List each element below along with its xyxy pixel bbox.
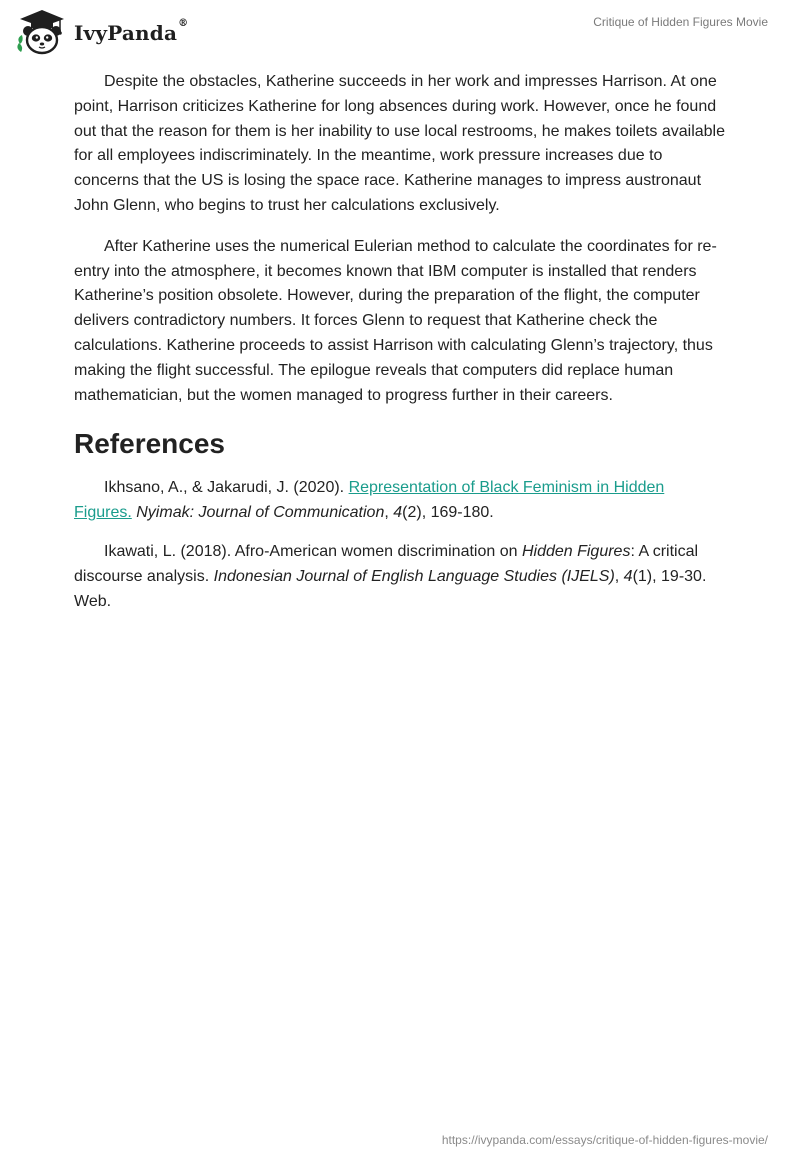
reference-journal: Nyimak: Journal of Communication <box>136 504 385 522</box>
reference-separator: , <box>614 567 624 585</box>
registered-mark: ® <box>178 18 189 29</box>
body-paragraph: Despite the obstacles, Katherine succeeds in her work and impresses Harrison. At one point, Harrison criticizes Katherine for long absences during work. However, once he found out that the reason for them is her inability to use local restrooms, he makes toilets available for all employees indiscriminately. In the meantime, work pressure increases due to concerns that the US is losing the space race. Katherine manages to impress austronaut John Glenn, who begins to trust her calculations exclusively. <box>74 73 725 214</box>
reference-link[interactable]: Representation of Black Feminism in Hidden Figures. <box>74 479 665 522</box>
references-heading: References <box>74 428 225 460</box>
reference-authors: Ikhsano, A., & Jakarudi, J. (2020). <box>104 479 349 497</box>
reference-title-italic: Hidden Figures <box>521 542 631 560</box>
reference-item <box>74 476 726 526</box>
reference-item <box>74 540 726 614</box>
page-header <box>0 0 800 62</box>
document-title: Critique of Hidden Figures Movie <box>593 15 768 29</box>
reference-title-rest: : A critical discourse analysis. <box>74 542 699 585</box>
reference-authors: Ikawati, L. (2018). Afro-American women discrimination on <box>104 542 522 560</box>
footer-url[interactable]: https://ivypanda.com/essays/critique-of-hidden-figures-movie/ <box>441 1133 768 1147</box>
body-paragraph: After Katherine uses the numerical Eulerian method to calculate the coordinates for re-entry into the atmosphere, it becomes known that IBM computer is installed that renders Katherine’s position obsolete. However, during the preparation of the flight, the computer delivers contradictory numbers. It forces Glenn to request that Katherine check the calculations. Katherine proceeds to assist Harrison with calculating Glenn’s trajectory, thus making the flight successful. The epilogue reveals that computers did replace human mathematician, but the women managed to progress further in their careers. <box>74 237 717 404</box>
reference-issue-pages: (1), 19-30. Web. <box>74 567 707 610</box>
panda-graduate-icon <box>14 8 70 56</box>
reference-journal: Indonesian Journal of English Language Studies (IJELS) <box>213 567 615 585</box>
logo-wordmark: IvyPanda® <box>74 18 189 45</box>
reference-volume: 4 <box>623 567 633 585</box>
reference-separator: , <box>384 504 394 522</box>
reference-volume: 4 <box>393 504 403 522</box>
ivypanda-logo[interactable] <box>14 8 188 56</box>
reference-issue-pages: (2), 169-180. <box>402 504 494 522</box>
essay-content <box>74 70 726 628</box>
